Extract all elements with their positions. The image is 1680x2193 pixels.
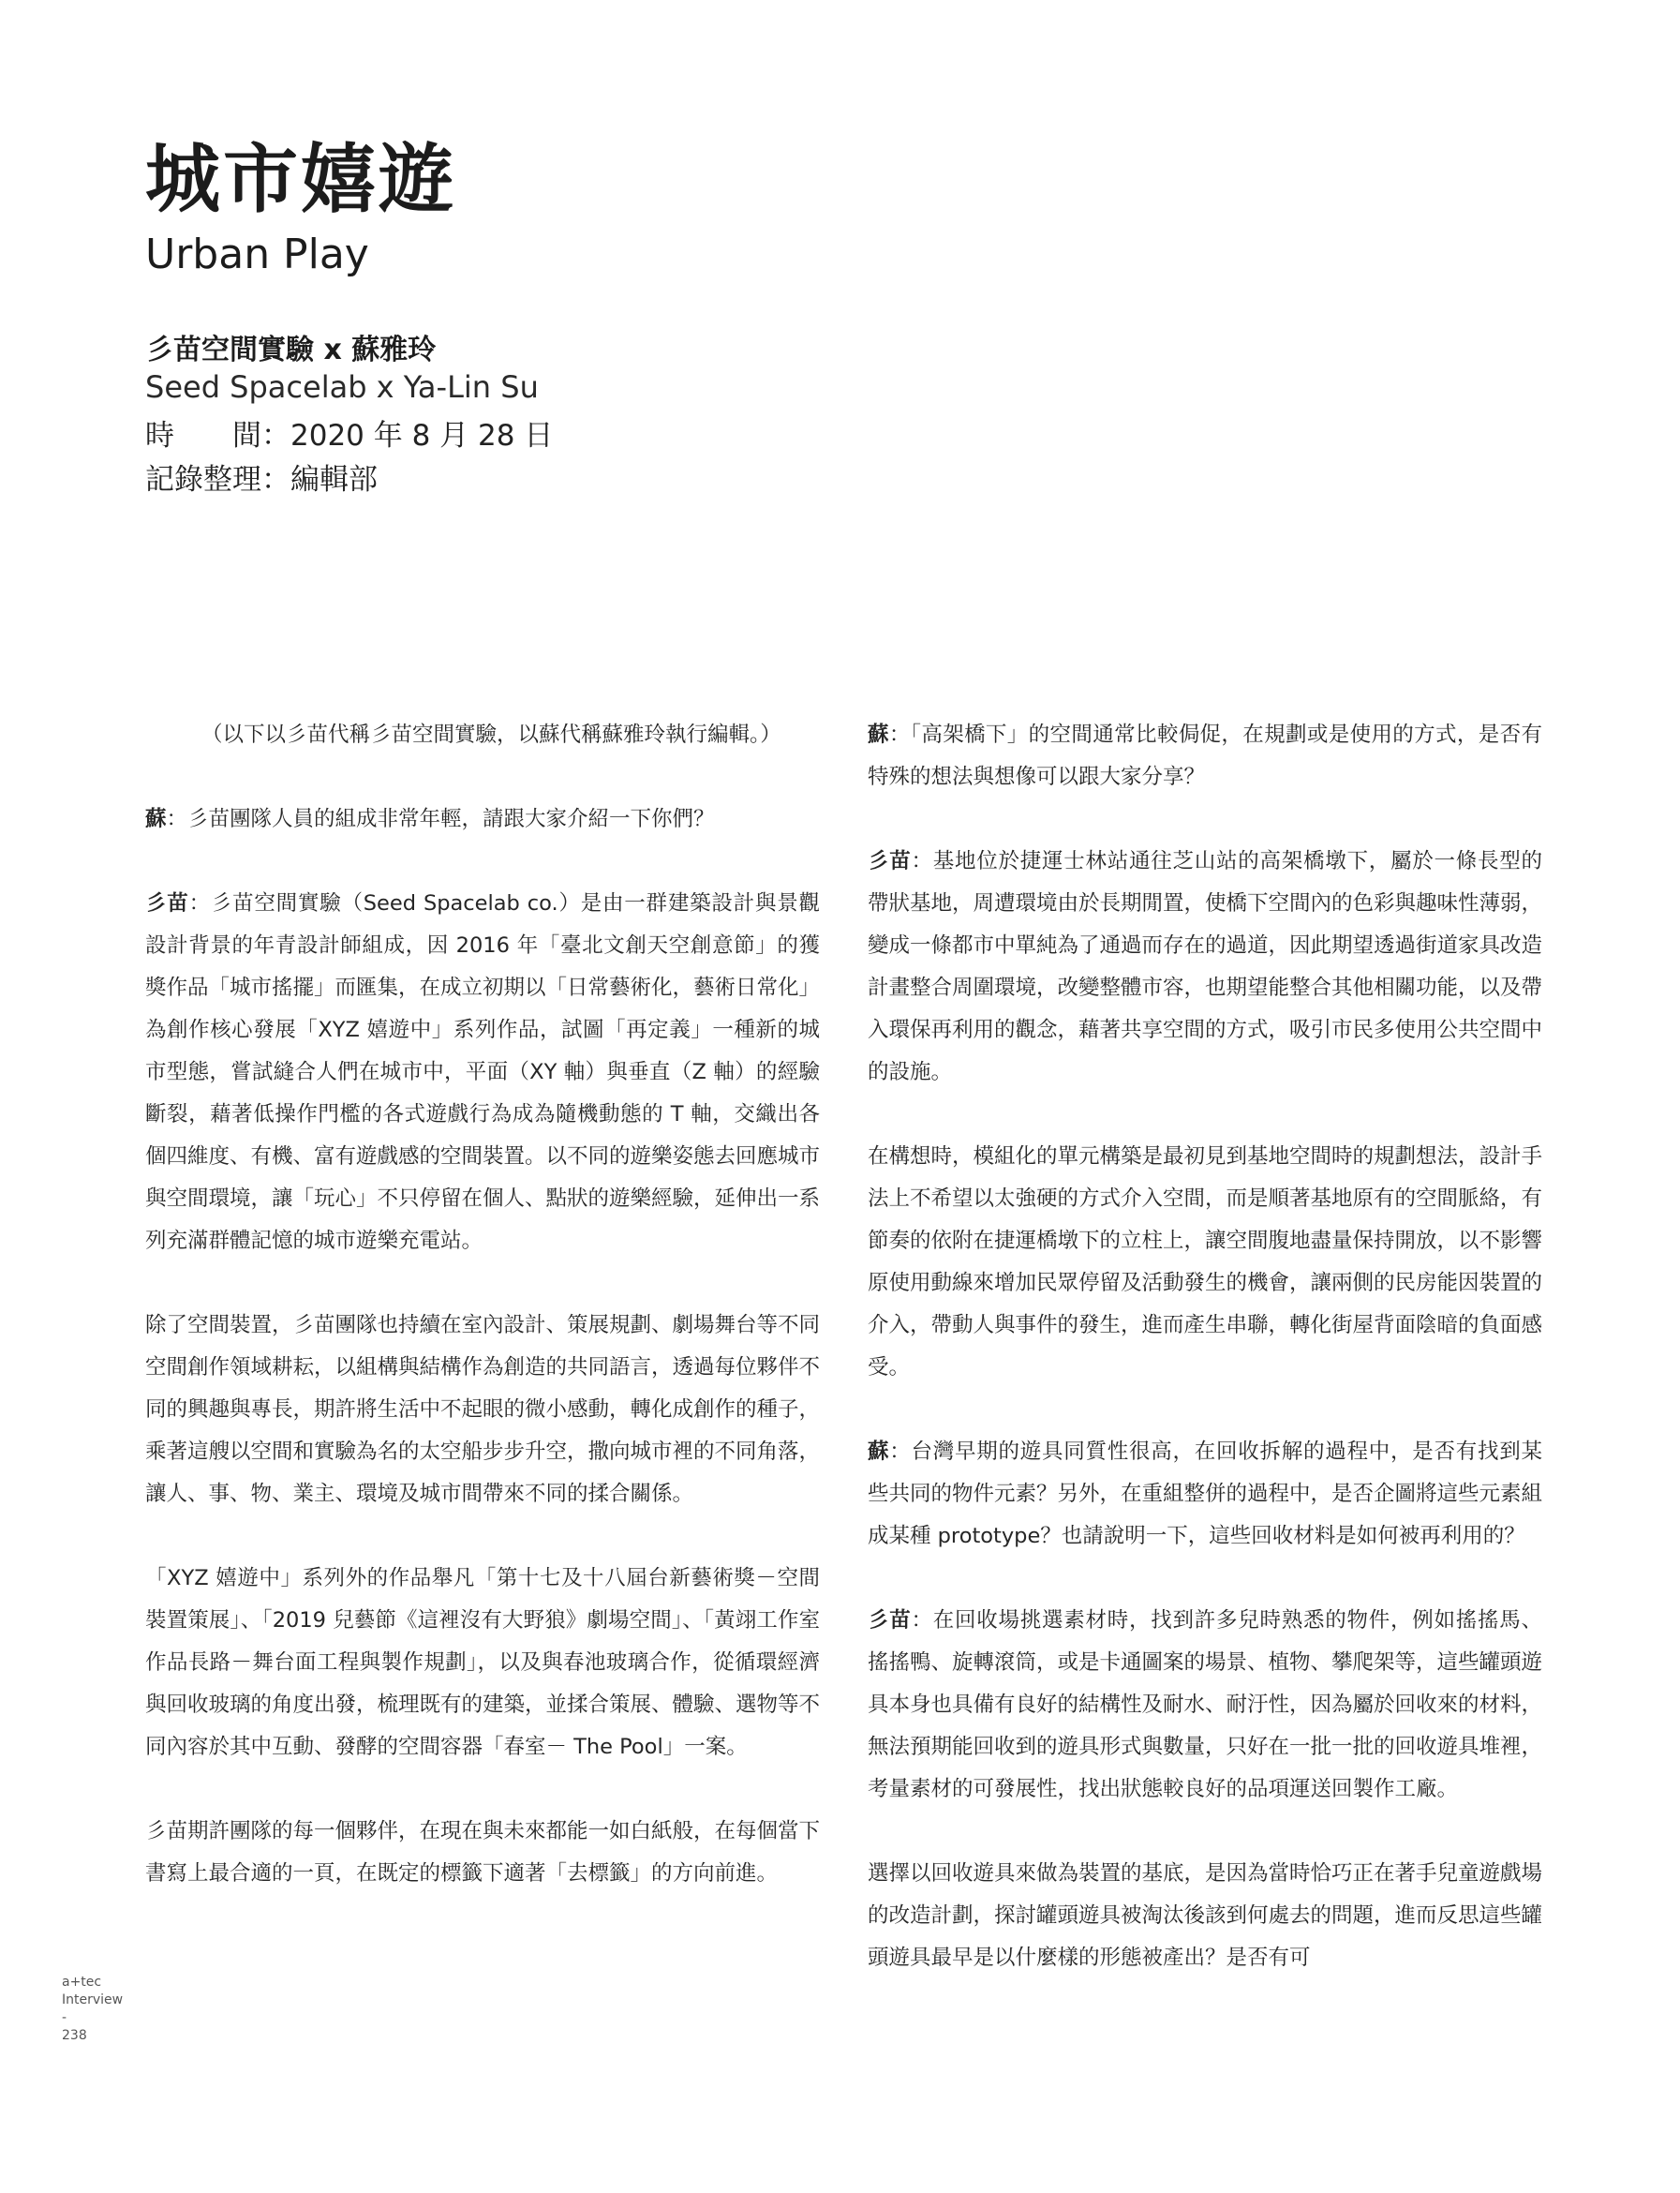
author-line-english: Seed Spacelab x Ya-Lin Su	[145, 369, 539, 405]
paragraph: 選擇以回收遊具來做為裝置的基底，是因為當時恰巧正在著手兒童遊戲場的改造計劃，探討罐頭遊具被淘汰後該到何處去的問題，進而反思這些罐頭遊具最早是以什麼樣的形態被產出？是否有可	[868, 1861, 1543, 1970]
paragraph-text: ：在回收場挑選素材時，找到許多兒時熟悉的物件，例如搖搖馬、搖搖鴨、旋轉滾筒，或是卡通圖案的場景、植物、攀爬架等，這些罐頭遊具本身也具備有良好的結構性及耐水、耐汙性，因為屬於回收來的材料，無法預期能回收到的遊具形式與數量，只好在一批一批的回收遊具堆裡，考量素材的可發展性，找出狀態較良好的品項運送回製作工廠。	[868, 1608, 1543, 1801]
left-text-column	[145, 714, 820, 1937]
author-line-chinese: 彡苗空間實驗 x 蘇雅玲	[145, 334, 437, 366]
paragraph	[868, 1431, 1542, 1558]
section-name: Interview	[62, 1992, 124, 2007]
paragraph: 「XYZ 嬉遊中」系列外的作品舉凡「第十七及十八屆台新藝術獎－空間裝置策展」、「2019 兒藝節《這裡沒有大野狼》劇場空間」、「黃翊工作室作品長路－舞台面工程與製作規劃」，以及與春池玻璃合作，從循環經濟與回收玻璃的角度出發，梳理既有的建築，並揉合策展、體驗、選物等不同內容於其中互動、發酵的空間容器「春室－ The Pool」一案。	[145, 1566, 821, 1759]
date-value: 2020 年 8 月 28 日	[290, 419, 554, 453]
editor-value: 編輯部	[290, 463, 378, 497]
paragraph-text: ：「高架橋下」的空間通常比較侷促，在規劃或是使用的方式，是否有特殊的想法與想像可以跟大家分享？	[868, 723, 1542, 789]
paragraph	[868, 841, 1542, 1094]
speaker-label: 蘇	[868, 1440, 890, 1464]
page-footer	[62, 1974, 123, 2045]
paragraph	[145, 798, 820, 841]
publication-name: a+tec	[62, 1975, 102, 1990]
speaker-label: 彡苗	[868, 1608, 912, 1633]
paragraph-text: ：彡苗團隊人員的組成非常年輕，請跟大家介紹一下你們？	[166, 807, 715, 831]
intro-note: （以下以彡苗代稱彡苗空間實驗，以蘇代稱蘇雅玲執行編輯。）	[201, 723, 781, 747]
paragraph: 彡苗期許團隊的每一個夥伴，在現在與未來都能一如白紙般，在每個當下書寫上最合適的一頁，在既定的標籤下適著「去標籤」的方向前進。	[145, 1819, 821, 1886]
paragraph-text: ：台灣早期的遊具同質性很高，在回收拆解的過程中，是否有找到某些共同的物件元素？另外，在重組整併的過程中，是否企圖將這些元素組成某種 prototype？也請說明一下，這些回收材料是如何被再利用的？	[868, 1440, 1543, 1548]
right-text-column	[868, 714, 1542, 2021]
editor-label: 記錄整理：	[145, 463, 290, 497]
page-title: 城市嬉遊	[145, 136, 456, 223]
paragraph	[868, 714, 1542, 798]
paragraph: 除了空間裝置，彡苗團隊也持續在室內設計、策展規劃、劇場舞台等不同空間創作領域耕耘，以組構與結構作為創造的共同語言，透過每位夥伴不同的興趣與專長，期許將生活中不起眼的微小感動，轉化成創作的種子，乘著這艘以空間和實驗為名的太空船步步升空，撒向城市裡的不同角落，讓人、事、物、業主、環境及城市間帶來不同的揉合關係。	[145, 1313, 821, 1506]
page-number: 238	[62, 2028, 87, 2043]
paragraph	[145, 883, 820, 1262]
page-subtitle-english: Urban Play	[145, 231, 369, 278]
paragraph: 在構想時，模組化的單元構築是最初見到基地空間時的規劃想法，設計手法上不希望以太強硬的方式介入空間，而是順著基地原有的空間脈絡，有節奏的依附在捷運橋墩下的立柱上，讓空間腹地盡量保持開放，以不影響原使用動線來增加民眾停留及活動發生的機會，讓兩側的民房能因裝置的介入，帶動人與事件的發生，進而產生串聯，轉化街屋背面陰暗的負面感受。	[868, 1144, 1543, 1380]
paragraph-text: ：基地位於捷運士林站通往芝山站的高架橋墩下，屬於一條長型的帶狀基地，周遭環境由於長期閒置，使橋下空間內的色彩與趣味性薄弱，變成一條都市中單純為了通過而存在的過道，因此期望透過街道家具改造計畫整合周圍環境，改變整體市容，也期望能整合其他相關功能，以及帶入環保再利用的觀念，藉著共享空間的方式，吸引市民多使用公共空間中的設施。	[868, 849, 1543, 1084]
speaker-label: 彡苗	[145, 891, 189, 916]
paragraph-text: ：彡苗空間實驗（Seed Spacelab co.）是由一群建築設計與景觀設計背景的年青設計師組成，因 2016 年「臺北文創天空創意節」的獲獎作品「城市搖擺」而匯集，在成立初期以「日常藝術化，藝術日常化」為創作核心發展「XYZ 嬉遊中」系列作品，試圖「再定義」一種新的城市型態，嘗試縫合人們在城市中，平面（XY 軸）與垂直（Z 軸）的經驗斷裂，藉著低操作門檻的各式遊戲行為成為隨機動態的 T 軸，交織出各個四維度、有機、富有遊戲感的空間裝置。以不同的遊樂姿態去回應城市與空間環境，讓「玩心」不只停留在個人、點狀的遊樂經驗，延伸出一系列充滿群體記憶的城市遊樂充電站。	[145, 891, 821, 1253]
speaker-label: 彡苗	[868, 849, 912, 873]
speaker-label: 蘇	[868, 723, 889, 747]
speaker-label: 蘇	[145, 807, 167, 831]
paragraph	[868, 1600, 1542, 1811]
editor-line	[145, 463, 378, 497]
footer-separator: -	[62, 2010, 67, 2025]
interview-date-line	[145, 419, 554, 453]
date-label: 時 間：	[145, 419, 290, 453]
